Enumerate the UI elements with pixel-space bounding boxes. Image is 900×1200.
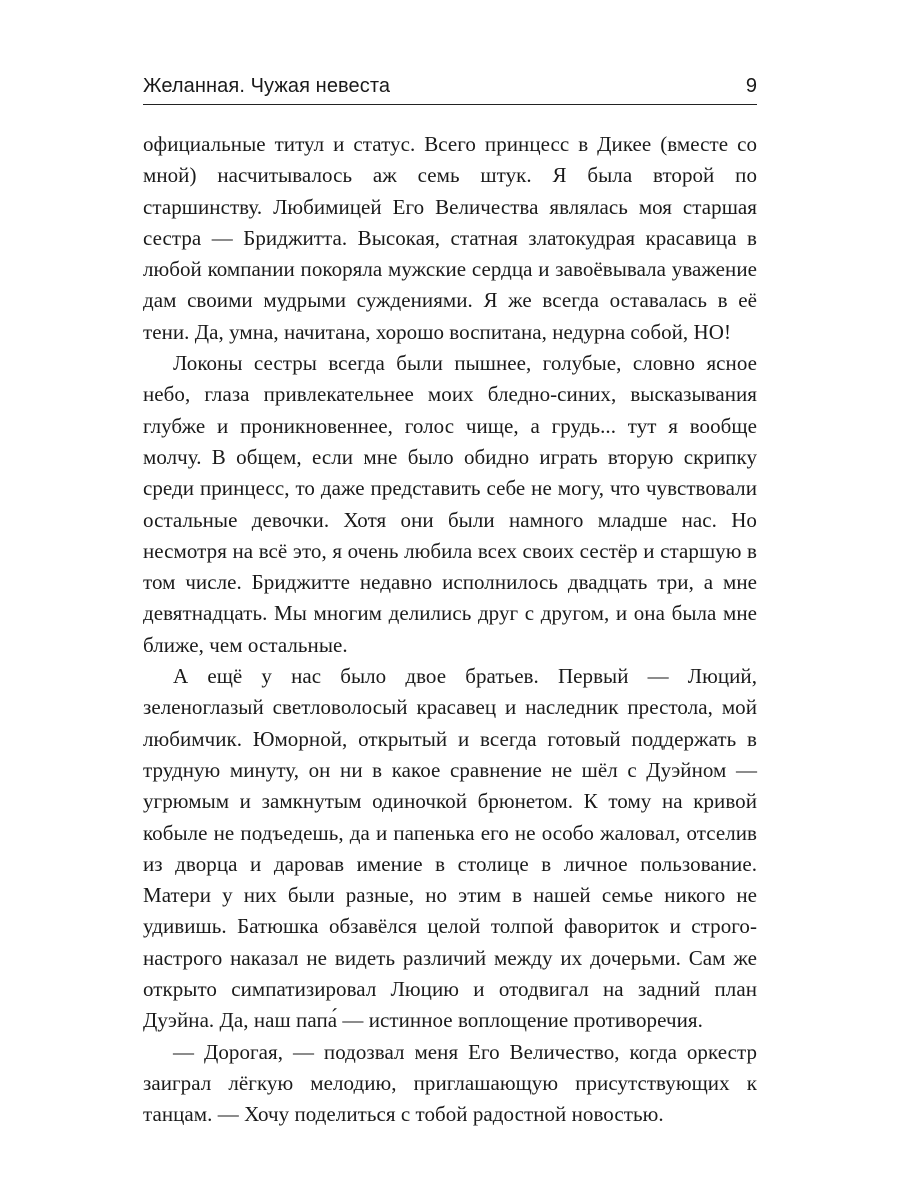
paragraph: официальные титул и статус. Всего принцесс в Дикее (вместе со мной) насчитывалось аж семь штук. Я была второй по старшинству. Любимицей Его Величества являлась моя старшая сестра — Бриджитта. Высокая, статная златокудрая красавица в любой компании покоряла мужские сердца и завоёвывала уважение дам своими мудрыми суждениями. Я же всегда оставалась в её тени. Да, умна, начитана, хорошо воспитана, недурна собой, НО! (143, 132, 757, 344)
paragraph: Локоны сестры всегда были пышнее, голубые, словно ясное небо, глаза привлекательнее моих бледно-синих, высказывания глубже и проникновеннее, голос чище, а грудь... тут я вообще молчу. В общем, если мне было обидно играть вторую скрипку среди принцесс, то даже представить себе не могу, что чувствовали остальные девочки. Хотя они были намного младше нас. Но несмотря на всё это, я очень любила всех своих сестёр и старшую в том числе. Бриджитте недавно исполнилось двадцать три, а мне девятнадцать. Мы многим делились друг с другом, и она была мне ближе, чем остальные. (143, 351, 757, 657)
body-text (143, 129, 757, 1131)
page-number: 9 (745, 75, 757, 97)
book-page (143, 72, 757, 1131)
running-header (143, 72, 757, 105)
paragraph: А ещё у нас было двое братьев. Первый — Люций, зеленоглазый светловолосый красавец и наследник престола, мой любимчик. Юморной, открытый и всегда готовый поддержать в трудную минуту, он ни в какое сравнение не шёл с Дуэйном — угрюмым и замкнутым одиночкой брюнетом. К тому на кривой кобыле не подъедешь, да и папенька его не особо жаловал, отселив из дворца и даровав имение в столице в личное пользование. Матери у них были разные, но этим в нашей семье никого не удивишь. Батюшка обзавёлся целой толпой фавориток и строго-настрого наказал не видеть различий между их дочерьми. Сам же открыто симпатизировал Люцию и отодвигал на задний план Дуэйна. Да, наш папа́ — истинное воплощение противоречия. (143, 664, 757, 1033)
paragraph: — Дорогая, — подозвал меня Его Величество, когда оркестр заиграл лёгкую мелодию, приглашающую присутствующих к танцам. — Хочу поделиться с тобой радостной новостью. (143, 1039, 757, 1127)
book-title: Желанная. Чужая невеста (143, 75, 391, 97)
